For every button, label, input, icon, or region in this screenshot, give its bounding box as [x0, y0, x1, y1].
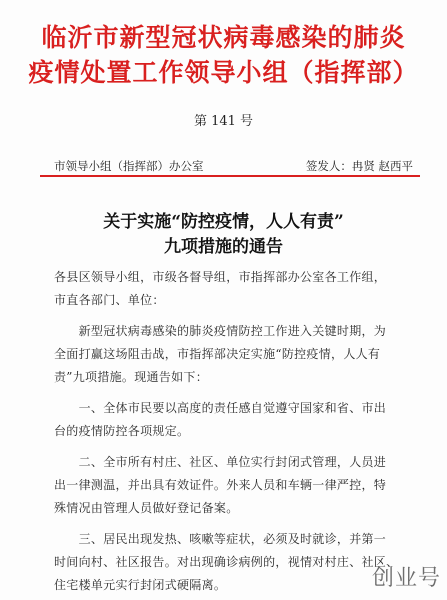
body-line: 住宅楼单元实行封闭式硬隔离。 — [54, 578, 227, 592]
body-line: 三、居民出现发热、咳嗽等症状，必须及时就诊，并第一 — [54, 532, 387, 546]
document-number: 第 141 号 — [193, 114, 254, 129]
body-line: 台的疫情防控各项规定。 — [54, 424, 190, 438]
body-line: 各县区领导小组，市级各督导组，市指挥部办公室各工作组， — [54, 270, 387, 284]
body-line: 时间向村、社区报告。对出现确诊病例的，视情对村庄、社区、 — [54, 555, 399, 569]
watermark: 创业号 — [371, 566, 441, 591]
body-line: 二、全市所有村庄、社区、单位实行封闭式管理，人员进 — [54, 455, 387, 469]
red-divider — [40, 175, 420, 177]
body-line: 责”九项措施。现通告如下： — [54, 370, 209, 384]
document-header-line-2: 疫情处置工作领导小组（指挥部） — [28, 58, 419, 87]
document-header-line-1: 临沂市新型冠状病毒感染的肺炎 — [41, 23, 406, 52]
body-line: 全面打赢这场阻击战，市指挥部决定实施“防控疫情，人人有 — [54, 347, 381, 361]
body-line: 一、全体市民要以高度的责任感自觉遵守国家和省、市出 — [54, 401, 387, 415]
body-line: 市直各部门、单位： — [54, 293, 165, 307]
notice-title-line-1: 关于实施“防控疫情，人人有责” — [103, 212, 344, 232]
body-line: 出一律测温，并出具有效证件。外来人员和车辆一律严控，特 — [54, 478, 387, 492]
notice-title-line-2: 九项措施的通告 — [164, 237, 283, 257]
body-line: 新型冠状病毒感染的肺炎疫情防控工作进入关键时期，为 — [54, 324, 387, 338]
body-line: 殊情况由管理人员做好登记备案。 — [54, 501, 239, 515]
issuing-office: 市领导小组（指挥部）办公室 — [54, 159, 204, 173]
signer: 签发人：冉贤 赵西平 — [305, 159, 413, 173]
